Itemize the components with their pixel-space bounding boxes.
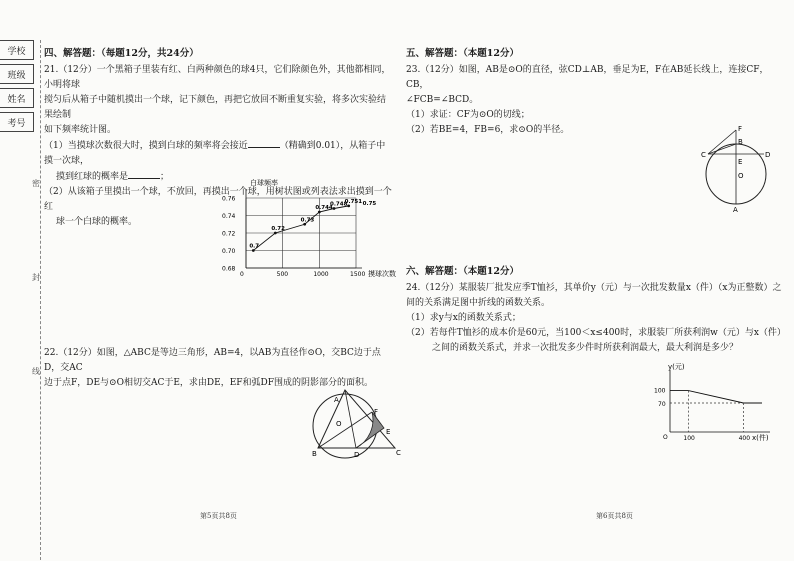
x-tick-label: 400 — [738, 435, 751, 442]
y-tick-label: 0.70 — [222, 248, 236, 255]
point-label: D — [354, 451, 360, 459]
side-label: 校 — [16, 46, 26, 57]
data-label: 0.744 — [315, 205, 333, 211]
y-axis-label: 白球频率 — [250, 179, 278, 187]
side-label: 号 — [16, 118, 26, 129]
chart-marks — [249, 199, 376, 252]
x-tick-label: 1500 — [350, 271, 366, 278]
series-line — [670, 391, 762, 403]
x-tick-label: 500 — [276, 271, 289, 278]
data-label: 0.73 — [300, 217, 315, 224]
triangle-abc — [318, 390, 395, 448]
x-axis-label: x(件) — [752, 434, 769, 442]
seal-dashed-line — [40, 40, 41, 560]
page-footer: 第6页共8页 — [596, 512, 633, 520]
x-axis-label: 摸球次数 — [368, 270, 396, 278]
q22-figure — [300, 378, 410, 460]
q24-part2: （2）若每件T恤衫的成本价是60元，当100＜x≤400时，求服装厂所获利润w（元）与x（件） — [406, 328, 786, 338]
q22-text: 22.（12分）如图，△ABC是等边三角形，AB=4，以AB为直径作⊙O，交BC边于点D，交AC — [44, 348, 381, 373]
answer-blank[interactable] — [128, 169, 160, 179]
q23-text: ∠FCB=∠BCD。 — [406, 95, 479, 105]
class-label-box — [0, 64, 34, 84]
q21-part2: 球一个白球的概率。 — [56, 217, 138, 227]
q24-part1: （1）求y与x的函数关系式； — [406, 313, 521, 323]
data-label: 0.751 — [344, 198, 363, 205]
id-label-box — [0, 112, 34, 132]
y-tick-label: 100 — [654, 387, 666, 395]
seal-mark: 封 — [32, 273, 40, 282]
segment-cb — [708, 144, 736, 154]
q21-part1-text: 摸到红球的概率是 — [56, 172, 129, 182]
q23-part1: （1）求证：CF为⊙O的切线； — [406, 110, 530, 120]
data-point — [318, 211, 321, 214]
point-label: O — [738, 172, 744, 180]
point-label: C — [396, 449, 401, 457]
series-line — [253, 206, 348, 251]
q21-part1-text: ； — [160, 172, 170, 182]
point-label: B — [738, 138, 743, 146]
shaded-region — [356, 412, 384, 448]
point-label: A — [733, 206, 738, 214]
point-label: O — [336, 420, 342, 428]
y-tick-label: 70 — [658, 401, 666, 408]
q24-text: 24.（12分）某服装厂批发应季T恤衫，其单价y（元）与一次批发数量x（件）（x为正整数）之 — [406, 283, 782, 293]
side-label: 学 — [7, 46, 17, 57]
chart-ticks — [222, 196, 365, 279]
point-label: F — [738, 125, 743, 133]
x-tick-label: 100 — [683, 435, 695, 442]
q21-part1-text: （精确到0.01），从箱子中摸一次球， — [44, 141, 386, 166]
data-point — [252, 249, 255, 252]
y-tick-label: 0.72 — [222, 230, 236, 238]
frequency-chart — [220, 176, 400, 284]
section6-heading: 六、解答题：（本题12分） — [406, 266, 519, 277]
school-label-box — [0, 40, 34, 60]
x-tick-label: O — [663, 434, 668, 441]
q23-part2: （2）若BE=4，FB=6，求⊙O的半径。 — [406, 125, 570, 135]
y-tick-label: 0.74 — [222, 213, 236, 220]
point-label: C — [701, 151, 706, 159]
name-label-box — [0, 88, 34, 108]
side-label: 考 — [7, 118, 17, 129]
point-label: A — [334, 396, 339, 404]
q24-part2: 之间的函数关系式，并求一次批发多少件时所获利润最大，最大利润是多少？ — [432, 343, 739, 353]
point-label: B — [312, 450, 317, 458]
price-chart — [650, 360, 780, 444]
q21-text: 搅匀后从箱子中随机摸出一个球，记下颜色，再把它放回不断重复实验，将多次实验结果绘制 — [44, 95, 387, 120]
y-tick-label: 0.76 — [222, 195, 236, 203]
data-label: 0.72 — [271, 226, 285, 232]
q24-text: 间的关系满足图中折线的函数关系。 — [406, 298, 551, 308]
side-label: 级 — [16, 70, 26, 81]
y-axis-label: y(元) — [668, 363, 685, 371]
segment-ad — [345, 390, 356, 448]
x-tick-label: 1000 — [313, 271, 329, 278]
chart-ticks — [654, 388, 750, 442]
side-label: 姓 — [7, 94, 17, 105]
data-point — [274, 232, 277, 235]
y-tick-label: 0.68 — [222, 265, 236, 273]
q24-block — [406, 264, 786, 356]
q21-part1 — [44, 138, 394, 169]
data-label: 0.748 — [330, 201, 348, 208]
page-footer: 第5页共8页 — [200, 512, 237, 520]
data-label: 0.7 — [249, 243, 260, 250]
q22-text: 边于点F，DE与⊙O相切交AC于E，求由DE，EF和弧DF围成的阴影部分的面积。 — [44, 378, 373, 388]
data-point — [347, 204, 350, 207]
side-label: 名 — [16, 94, 26, 105]
point-label: F — [374, 408, 379, 416]
q21-part2: （2）从该箱子里摸出一个球，不放回，再摸出一个球，用树状图或列表法求出摸到一个红 — [44, 187, 392, 212]
point-label: E — [386, 428, 391, 436]
q21-part1-text: （1）当摸球次数很大时，摸到白球的频率将会接近 — [44, 141, 248, 151]
data-point — [303, 223, 306, 226]
point-label: E — [738, 158, 743, 166]
binding-strip — [0, 40, 40, 560]
q21-text: 如下频率统计图。 — [44, 125, 117, 135]
answer-blank[interactable] — [248, 138, 280, 148]
chart-marks — [670, 391, 762, 432]
segment-cf — [708, 130, 736, 154]
seal-mark: 线 — [32, 367, 40, 376]
q23-text: 23.（12分）如图，AB是⊙O的直径，弦CD⊥AB，垂足为E，F在AB延长线上，连接CF，CB， — [406, 65, 769, 90]
section5-heading: 五、解答题：（本题12分） — [406, 48, 519, 59]
x-tick-label: 0 — [240, 271, 244, 278]
data-point — [333, 207, 336, 210]
seal-mark: 密 — [32, 179, 40, 188]
section4-heading: 四、解答题：（每题12分，共24分） — [44, 48, 199, 59]
point-label: D — [765, 151, 771, 159]
data-label: 0.75 — [362, 200, 377, 207]
q23-figure — [700, 122, 775, 214]
chart-axes — [670, 370, 770, 432]
q21-text: 21.（12分）一个黑箱子里装有红、白两种颜色的球4只，它们除颜色外，其他都相同，小明将球 — [44, 65, 391, 90]
side-label: 班 — [7, 70, 17, 81]
